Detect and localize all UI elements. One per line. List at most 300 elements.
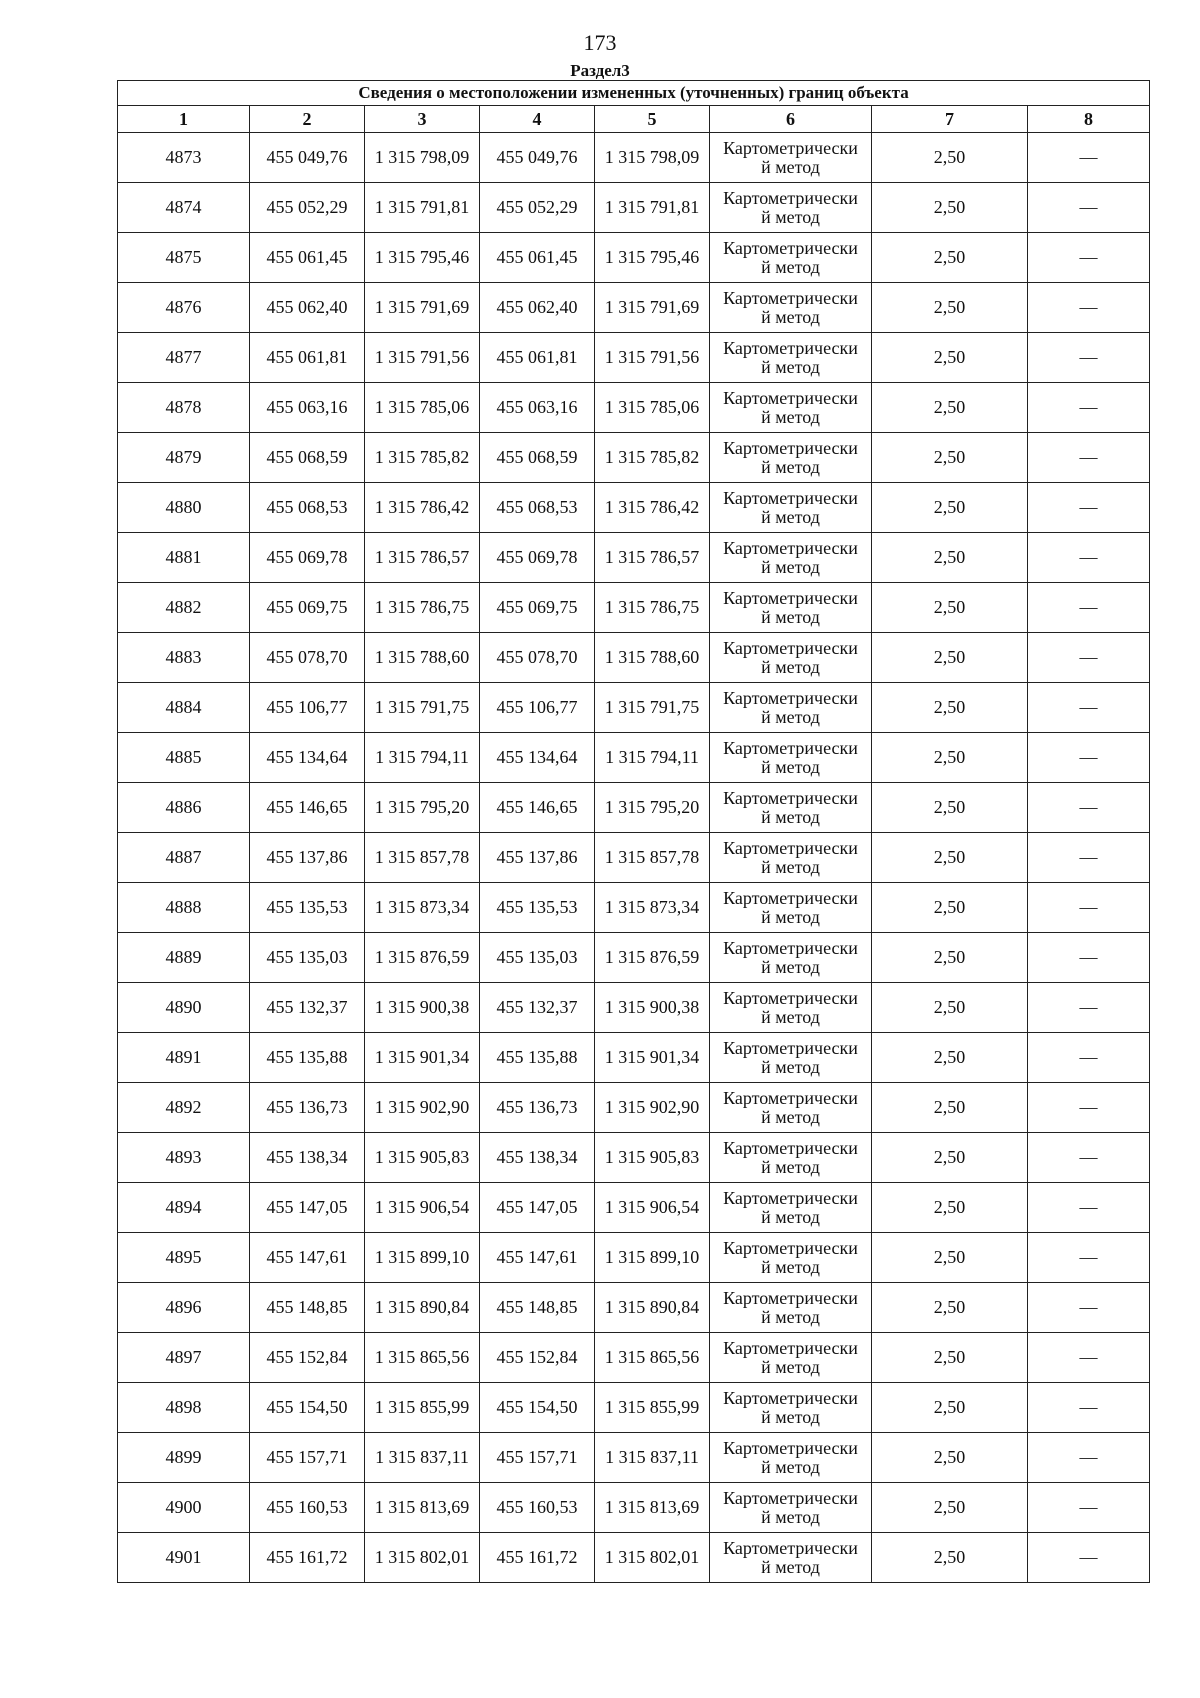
y-new-cell: 1 315 795,20 (595, 783, 710, 833)
method-cell (710, 1483, 872, 1533)
y-old-cell: 1 315 899,10 (365, 1233, 480, 1283)
accuracy-cell: 2,50 (872, 833, 1028, 883)
y-new-cell: 1 315 876,59 (595, 933, 710, 983)
method-line-1: Картометрически (723, 987, 858, 1008)
point-number-cell: 4895 (118, 1233, 250, 1283)
method-cell (710, 983, 872, 1033)
point-number-cell: 4890 (118, 983, 250, 1033)
method-cell (710, 1233, 872, 1283)
y-old-cell: 1 315 791,81 (365, 183, 480, 233)
method-line-1: Картометрически (723, 687, 858, 708)
x-new-cell: 455 061,45 (480, 233, 595, 283)
method-line-2: й метод (761, 706, 820, 727)
method-cell (710, 783, 872, 833)
method-cell (710, 283, 872, 333)
method-line-1: Картометрически (723, 787, 858, 808)
x-old-cell: 455 154,50 (250, 1383, 365, 1433)
point-number-cell: 4886 (118, 783, 250, 833)
x-new-cell: 455 062,40 (480, 283, 595, 333)
accuracy-cell: 2,50 (872, 1033, 1028, 1083)
point-number-cell: 4887 (118, 833, 250, 883)
y-new-cell: 1 315 900,38 (595, 983, 710, 1033)
x-old-cell: 455 052,29 (250, 183, 365, 233)
table-row (118, 1133, 1150, 1183)
method-line-2: й метод (761, 1356, 820, 1377)
method-cell (710, 683, 872, 733)
method-cell (710, 1383, 872, 1433)
x-old-cell: 455 152,84 (250, 1333, 365, 1383)
y-old-cell: 1 315 791,56 (365, 333, 480, 383)
table-row (118, 533, 1150, 583)
method-line-2: й метод (761, 806, 820, 827)
accuracy-cell: 2,50 (872, 1533, 1028, 1583)
column-8-cell: — (1028, 1033, 1150, 1083)
method-cell (710, 1283, 872, 1333)
accuracy-cell: 2,50 (872, 283, 1028, 333)
y-old-cell: 1 315 798,09 (365, 133, 480, 183)
method-line-1: Картометрически (723, 187, 858, 208)
y-old-cell: 1 315 786,42 (365, 483, 480, 533)
x-new-cell: 455 147,61 (480, 1233, 595, 1283)
method-line-1: Картометрически (723, 637, 858, 658)
x-old-cell: 455 137,86 (250, 833, 365, 883)
point-number-cell: 4893 (118, 1133, 250, 1183)
x-new-cell: 455 134,64 (480, 733, 595, 783)
method-line-1: Картометрически (723, 137, 858, 158)
table-row (118, 633, 1150, 683)
method-line-2: й метод (761, 606, 820, 627)
page-number: 173 (583, 30, 617, 55)
table-row (118, 433, 1150, 483)
column-8-cell: — (1028, 783, 1150, 833)
method-line-2: й метод (761, 256, 820, 277)
y-new-cell: 1 315 813,69 (595, 1483, 710, 1533)
method-line-1: Картометрически (723, 337, 858, 358)
table-row (118, 683, 1150, 733)
x-old-cell: 455 138,34 (250, 1133, 365, 1183)
accuracy-cell: 2,50 (872, 1133, 1028, 1183)
x-old-cell: 455 134,64 (250, 733, 365, 783)
y-old-cell: 1 315 902,90 (365, 1083, 480, 1133)
method-line-1: Картометрически (723, 1487, 858, 1508)
x-old-cell: 455 078,70 (250, 633, 365, 683)
accuracy-cell: 2,50 (872, 1083, 1028, 1133)
table-row (118, 1533, 1150, 1583)
y-old-cell: 1 315 900,38 (365, 983, 480, 1033)
point-number-cell: 4877 (118, 333, 250, 383)
y-new-cell: 1 315 857,78 (595, 833, 710, 883)
point-number-cell: 4880 (118, 483, 250, 533)
method-line-2: й метод (761, 1206, 820, 1227)
accuracy-cell: 2,50 (872, 633, 1028, 683)
y-new-cell: 1 315 791,75 (595, 683, 710, 733)
table-row (118, 733, 1150, 783)
method-line-2: й метод (761, 1406, 820, 1427)
method-line-2: й метод (761, 756, 820, 777)
y-new-cell: 1 315 837,11 (595, 1433, 710, 1483)
accuracy-cell: 2,50 (872, 1283, 1028, 1333)
method-line-2: й метод (761, 156, 820, 177)
method-line-2: й метод (761, 506, 820, 527)
method-cell (710, 583, 872, 633)
accuracy-cell: 2,50 (872, 1233, 1028, 1283)
x-new-cell: 455 146,65 (480, 783, 595, 833)
column-8-cell: — (1028, 283, 1150, 333)
method-cell (710, 883, 872, 933)
method-line-1: Картометрически (723, 1137, 858, 1158)
table-row (118, 1383, 1150, 1433)
method-line-1: Картометрически (723, 887, 858, 908)
x-old-cell: 455 069,75 (250, 583, 365, 633)
y-new-cell: 1 315 865,56 (595, 1333, 710, 1383)
y-old-cell: 1 315 876,59 (365, 933, 480, 983)
method-cell (710, 233, 872, 283)
column-number-row (118, 106, 1150, 133)
accuracy-cell: 2,50 (872, 583, 1028, 633)
method-cell (710, 933, 872, 983)
y-new-cell: 1 315 786,75 (595, 583, 710, 633)
point-number-cell: 4875 (118, 233, 250, 283)
method-line-2: й метод (761, 406, 820, 427)
point-number-cell: 4881 (118, 533, 250, 583)
accuracy-cell: 2,50 (872, 1183, 1028, 1233)
point-number-cell: 4896 (118, 1283, 250, 1333)
accuracy-cell: 2,50 (872, 1333, 1028, 1383)
method-line-1: Картометрически (723, 1037, 858, 1058)
x-new-cell: 455 061,81 (480, 333, 595, 383)
method-cell (710, 133, 872, 183)
y-old-cell: 1 315 901,34 (365, 1033, 480, 1083)
table-row (118, 1433, 1150, 1483)
accuracy-cell: 2,50 (872, 233, 1028, 283)
method-line-2: й метод (761, 1506, 820, 1527)
method-cell (710, 1183, 872, 1233)
column-8-cell: — (1028, 333, 1150, 383)
point-number-cell: 4892 (118, 1083, 250, 1133)
method-line-1: Картометрически (723, 1237, 858, 1258)
method-cell (710, 183, 872, 233)
table-row (118, 1083, 1150, 1133)
y-old-cell: 1 315 795,46 (365, 233, 480, 283)
column-8-cell: — (1028, 233, 1150, 283)
x-new-cell: 455 135,03 (480, 933, 595, 983)
column-8-cell: — (1028, 683, 1150, 733)
table-row (118, 883, 1150, 933)
y-old-cell: 1 315 786,75 (365, 583, 480, 633)
table-row (118, 1483, 1150, 1533)
column-number-6: 6 (710, 106, 872, 133)
y-old-cell: 1 315 873,34 (365, 883, 480, 933)
column-8-cell: — (1028, 433, 1150, 483)
point-number-cell: 4889 (118, 933, 250, 983)
x-old-cell: 455 146,65 (250, 783, 365, 833)
point-number-cell: 4879 (118, 433, 250, 483)
column-8-cell: — (1028, 883, 1150, 933)
x-old-cell: 455 132,37 (250, 983, 365, 1033)
point-number-cell: 4885 (118, 733, 250, 783)
method-line-1: Картометрически (723, 1337, 858, 1358)
x-new-cell: 455 052,29 (480, 183, 595, 233)
method-cell (710, 1533, 872, 1583)
method-line-2: й метод (761, 1156, 820, 1177)
accuracy-cell: 2,50 (872, 133, 1028, 183)
y-old-cell: 1 315 795,20 (365, 783, 480, 833)
column-8-cell: — (1028, 583, 1150, 633)
column-8-cell: — (1028, 133, 1150, 183)
column-8-cell: — (1028, 1283, 1150, 1333)
y-old-cell: 1 315 865,56 (365, 1333, 480, 1383)
x-new-cell: 455 147,05 (480, 1183, 595, 1233)
y-new-cell: 1 315 901,34 (595, 1033, 710, 1083)
method-line-1: Картометрически (723, 1387, 858, 1408)
x-old-cell: 455 068,53 (250, 483, 365, 533)
y-old-cell: 1 315 905,83 (365, 1133, 480, 1183)
x-new-cell: 455 068,59 (480, 433, 595, 483)
column-8-cell: — (1028, 383, 1150, 433)
table-row (118, 583, 1150, 633)
accuracy-cell: 2,50 (872, 983, 1028, 1033)
method-line-2: й метод (761, 956, 820, 977)
table-caption: Сведения о местоположении измененных (уточненных) границ объекта (118, 81, 1150, 106)
point-number-cell: 4894 (118, 1183, 250, 1233)
accuracy-cell: 2,50 (872, 533, 1028, 583)
column-8-cell: — (1028, 1483, 1150, 1533)
point-number-cell: 4884 (118, 683, 250, 733)
method-cell (710, 633, 872, 683)
method-line-2: й метод (761, 1556, 820, 1577)
column-number-1: 1 (118, 106, 250, 133)
x-new-cell: 455 135,53 (480, 883, 595, 933)
x-old-cell: 455 147,61 (250, 1233, 365, 1283)
table-row (118, 483, 1150, 533)
method-line-1: Картометрически (723, 587, 858, 608)
x-old-cell: 455 068,59 (250, 433, 365, 483)
table-row (118, 983, 1150, 1033)
y-new-cell: 1 315 802,01 (595, 1533, 710, 1583)
table-row (118, 183, 1150, 233)
column-number-3: 3 (365, 106, 480, 133)
method-line-1: Картометрически (723, 1537, 858, 1558)
table-row (118, 1283, 1150, 1333)
method-line-2: й метод (761, 1106, 820, 1127)
y-new-cell: 1 315 905,83 (595, 1133, 710, 1183)
table-row (118, 1233, 1150, 1283)
method-line-1: Картометрически (723, 1437, 858, 1458)
accuracy-cell: 2,50 (872, 1483, 1028, 1533)
y-new-cell: 1 315 890,84 (595, 1283, 710, 1333)
y-old-cell: 1 315 788,60 (365, 633, 480, 683)
method-line-2: й метод (761, 656, 820, 677)
method-cell (710, 1033, 872, 1083)
accuracy-cell: 2,50 (872, 333, 1028, 383)
method-cell (710, 833, 872, 883)
column-8-cell: — (1028, 933, 1150, 983)
accuracy-cell: 2,50 (872, 183, 1028, 233)
table-row (118, 933, 1150, 983)
column-number-7: 7 (872, 106, 1028, 133)
method-line-2: й метод (761, 1056, 820, 1077)
table-row (118, 333, 1150, 383)
method-line-2: й метод (761, 306, 820, 327)
y-new-cell: 1 315 786,42 (595, 483, 710, 533)
accuracy-cell: 2,50 (872, 933, 1028, 983)
y-new-cell: 1 315 906,54 (595, 1183, 710, 1233)
method-line-2: й метод (761, 356, 820, 377)
column-number-4: 4 (480, 106, 595, 133)
point-number-cell: 4900 (118, 1483, 250, 1533)
x-new-cell: 455 069,78 (480, 533, 595, 583)
x-old-cell: 455 148,85 (250, 1283, 365, 1333)
point-number-cell: 4891 (118, 1033, 250, 1083)
method-line-1: Картометрически (723, 1287, 858, 1308)
x-new-cell: 455 132,37 (480, 983, 595, 1033)
method-cell (710, 383, 872, 433)
x-old-cell: 455 135,88 (250, 1033, 365, 1083)
method-cell (710, 1133, 872, 1183)
y-new-cell: 1 315 798,09 (595, 133, 710, 183)
x-new-cell: 455 063,16 (480, 383, 595, 433)
method-cell (710, 533, 872, 583)
method-line-1: Картометрически (723, 937, 858, 958)
method-line-2: й метод (761, 556, 820, 577)
y-old-cell: 1 315 785,82 (365, 433, 480, 483)
method-line-1: Картометрически (723, 737, 858, 758)
x-old-cell: 455 062,40 (250, 283, 365, 333)
x-old-cell: 455 063,16 (250, 383, 365, 433)
point-number-cell: 4883 (118, 633, 250, 683)
x-new-cell: 455 160,53 (480, 1483, 595, 1533)
x-old-cell: 455 049,76 (250, 133, 365, 183)
x-new-cell: 455 161,72 (480, 1533, 595, 1583)
table-row (118, 833, 1150, 883)
method-cell (710, 1083, 872, 1133)
accuracy-cell: 2,50 (872, 733, 1028, 783)
method-line-2: й метод (761, 1006, 820, 1027)
x-old-cell: 455 135,03 (250, 933, 365, 983)
point-number-cell: 4898 (118, 1383, 250, 1433)
x-new-cell: 455 049,76 (480, 133, 595, 183)
y-old-cell: 1 315 791,69 (365, 283, 480, 333)
column-8-cell: — (1028, 1083, 1150, 1133)
table-row (118, 283, 1150, 333)
column-8-cell: — (1028, 633, 1150, 683)
method-line-2: й метод (761, 1256, 820, 1277)
column-8-cell: — (1028, 183, 1150, 233)
x-new-cell: 455 154,50 (480, 1383, 595, 1433)
x-old-cell: 455 160,53 (250, 1483, 365, 1533)
table-row (118, 133, 1150, 183)
method-line-2: й метод (761, 206, 820, 227)
y-old-cell: 1 315 802,01 (365, 1533, 480, 1583)
column-8-cell: — (1028, 733, 1150, 783)
method-line-1: Картометрически (723, 437, 858, 458)
method-cell (710, 733, 872, 783)
method-line-2: й метод (761, 456, 820, 477)
method-line-1: Картометрически (723, 237, 858, 258)
column-number-8: 8 (1028, 106, 1150, 133)
accuracy-cell: 2,50 (872, 783, 1028, 833)
x-new-cell: 455 152,84 (480, 1333, 595, 1383)
y-old-cell: 1 315 857,78 (365, 833, 480, 883)
method-cell (710, 1433, 872, 1483)
x-old-cell: 455 061,81 (250, 333, 365, 383)
y-new-cell: 1 315 785,82 (595, 433, 710, 483)
method-cell (710, 1333, 872, 1383)
point-number-cell: 4876 (118, 283, 250, 333)
y-old-cell: 1 315 785,06 (365, 383, 480, 433)
column-8-cell: — (1028, 1133, 1150, 1183)
y-new-cell: 1 315 786,57 (595, 533, 710, 583)
boundary-coordinates-table (117, 80, 1150, 1583)
y-new-cell: 1 315 785,06 (595, 383, 710, 433)
method-cell (710, 433, 872, 483)
x-old-cell: 455 147,05 (250, 1183, 365, 1233)
method-line-1: Картометрически (723, 1087, 858, 1108)
column-8-cell: — (1028, 1233, 1150, 1283)
method-line-1: Картометрически (723, 537, 858, 558)
column-8-cell: — (1028, 1433, 1150, 1483)
column-8-cell: — (1028, 533, 1150, 583)
table-row (118, 783, 1150, 833)
x-new-cell: 455 068,53 (480, 483, 595, 533)
y-new-cell: 1 315 873,34 (595, 883, 710, 933)
x-new-cell: 455 106,77 (480, 683, 595, 733)
y-old-cell: 1 315 855,99 (365, 1383, 480, 1433)
y-old-cell: 1 315 837,11 (365, 1433, 480, 1483)
x-new-cell: 455 157,71 (480, 1433, 595, 1483)
x-old-cell: 455 061,45 (250, 233, 365, 283)
method-line-2: й метод (761, 906, 820, 927)
accuracy-cell: 2,50 (872, 483, 1028, 533)
table-row (118, 1183, 1150, 1233)
method-line-2: й метод (761, 1456, 820, 1477)
table-row (118, 383, 1150, 433)
x-old-cell: 455 136,73 (250, 1083, 365, 1133)
accuracy-cell: 2,50 (872, 683, 1028, 733)
y-new-cell: 1 315 791,81 (595, 183, 710, 233)
y-old-cell: 1 315 791,75 (365, 683, 480, 733)
accuracy-cell: 2,50 (872, 883, 1028, 933)
column-8-cell: — (1028, 1383, 1150, 1433)
y-new-cell: 1 315 899,10 (595, 1233, 710, 1283)
section-title: Раздел3 (570, 61, 630, 80)
y-new-cell: 1 315 855,99 (595, 1383, 710, 1433)
y-new-cell: 1 315 791,56 (595, 333, 710, 383)
column-number-2: 2 (250, 106, 365, 133)
y-old-cell: 1 315 906,54 (365, 1183, 480, 1233)
method-line-2: й метод (761, 1306, 820, 1327)
point-number-cell: 4873 (118, 133, 250, 183)
y-new-cell: 1 315 795,46 (595, 233, 710, 283)
x-old-cell: 455 161,72 (250, 1533, 365, 1583)
column-8-cell: — (1028, 483, 1150, 533)
table-row (118, 233, 1150, 283)
point-number-cell: 4901 (118, 1533, 250, 1583)
point-number-cell: 4899 (118, 1433, 250, 1483)
accuracy-cell: 2,50 (872, 1383, 1028, 1433)
accuracy-cell: 2,50 (872, 433, 1028, 483)
column-number-5: 5 (595, 106, 710, 133)
x-old-cell: 455 106,77 (250, 683, 365, 733)
x-old-cell: 455 135,53 (250, 883, 365, 933)
method-line-1: Картометрически (723, 387, 858, 408)
x-old-cell: 455 157,71 (250, 1433, 365, 1483)
table-row (118, 1033, 1150, 1083)
x-new-cell: 455 078,70 (480, 633, 595, 683)
x-new-cell: 455 137,86 (480, 833, 595, 883)
method-line-1: Картометрически (723, 837, 858, 858)
y-new-cell: 1 315 902,90 (595, 1083, 710, 1133)
